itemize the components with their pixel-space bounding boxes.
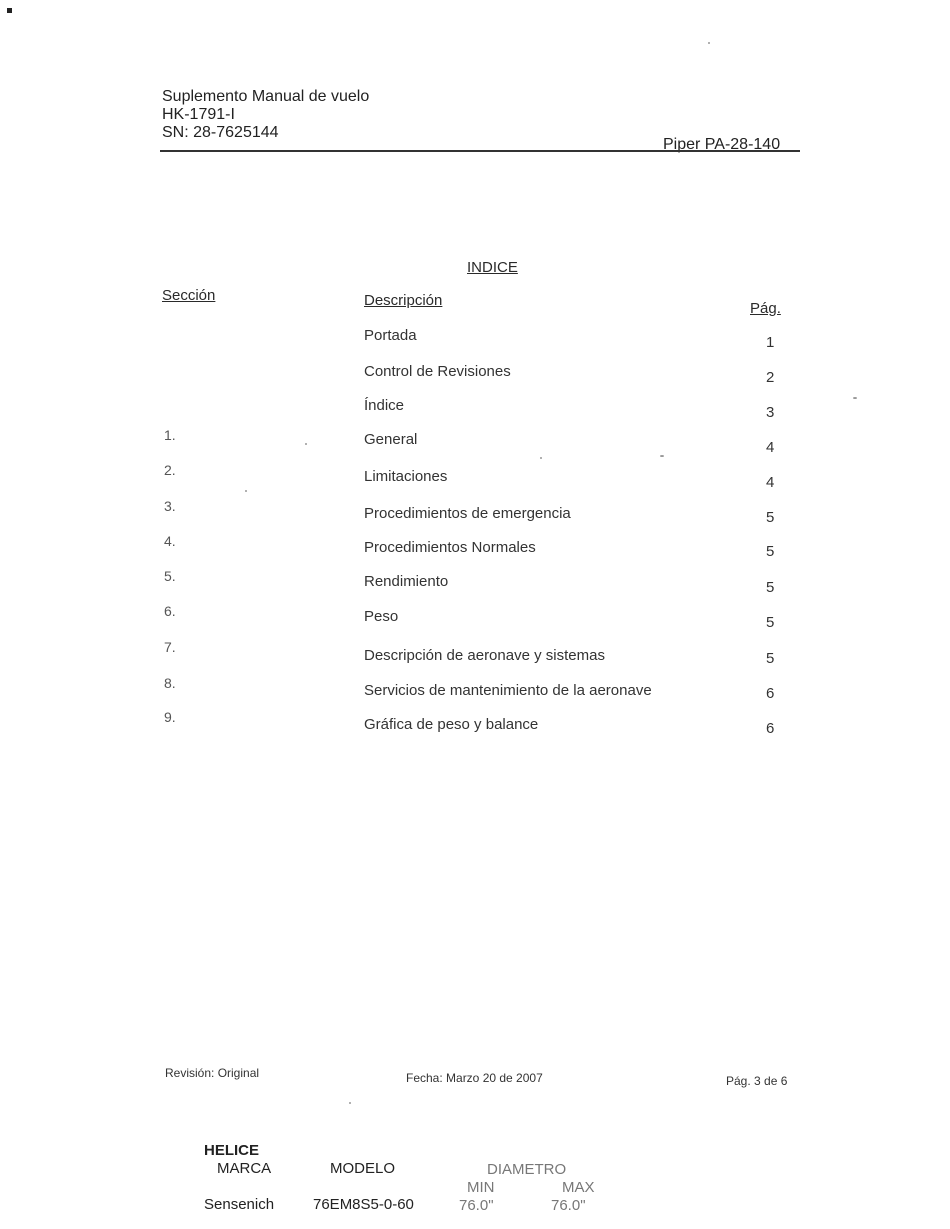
row-description: Procedimientos Normales <box>364 539 536 556</box>
row-section: 5. <box>164 568 176 584</box>
row-page: 1 <box>766 334 775 351</box>
scan-speck <box>245 490 247 492</box>
row-description: Índice <box>364 397 405 414</box>
propeller-brand: Sensenich <box>204 1196 275 1213</box>
row-description: Limitaciones <box>364 468 448 485</box>
scan-speck <box>540 457 542 459</box>
row-page: 5 <box>766 579 775 596</box>
row-section: 6. <box>164 603 176 619</box>
section-column-header: Sección <box>162 287 216 304</box>
scan-speck <box>853 397 857 399</box>
row-page: 5 <box>766 614 775 631</box>
row-page: 6 <box>766 720 775 737</box>
page-column-header: Pág. <box>750 300 781 317</box>
row-section: 2. <box>164 462 176 478</box>
serial-number: SN: 28-7625144 <box>162 124 279 141</box>
row-description: Peso <box>364 608 399 625</box>
row-description: Rendimiento <box>364 573 449 590</box>
row-description: Control de Revisiones <box>364 363 511 380</box>
row-description: Portada <box>364 327 417 344</box>
scan-speck <box>305 443 307 445</box>
min-column-header: MIN <box>467 1179 495 1196</box>
propeller-min-diameter: 76.0" <box>459 1197 494 1214</box>
scan-mark <box>7 8 12 13</box>
date-label: Fecha: Marzo 20 de 2007 <box>406 1071 543 1085</box>
aircraft-model: Piper PA-28-140 <box>663 136 781 153</box>
diameter-column-header: DIAMETRO <box>487 1161 567 1178</box>
row-description: Procedimientos de emergencia <box>364 505 571 522</box>
page-number: Pág. 3 de 6 <box>726 1074 788 1088</box>
scan-speck <box>660 455 664 457</box>
max-column-header: MAX <box>562 1179 595 1196</box>
propeller-model: 76EM8S5-0-60 <box>313 1196 414 1213</box>
row-description: General <box>364 431 418 448</box>
row-page: 6 <box>766 685 775 702</box>
registration: HK-1791-I <box>162 106 235 123</box>
row-section: 8. <box>164 675 176 691</box>
brand-column-header: MARCA <box>217 1160 272 1177</box>
row-page: 4 <box>766 474 775 491</box>
row-description: Servicios de mantenimiento de la aeronave <box>364 682 652 699</box>
row-page: 5 <box>766 543 775 560</box>
row-section: 7. <box>164 639 176 655</box>
row-description: Gráfica de peso y balance <box>364 716 539 733</box>
row-section: 4. <box>164 533 176 549</box>
model-column-header: MODELO <box>330 1160 396 1177</box>
row-section: 3. <box>164 498 176 514</box>
row-page: 2 <box>766 369 775 386</box>
description-column-header: Descripción <box>364 292 443 309</box>
propeller-max-diameter: 76.0" <box>551 1197 586 1214</box>
index-title: INDICE <box>467 259 518 276</box>
row-page: 5 <box>766 650 775 667</box>
row-page: 4 <box>766 439 775 456</box>
row-section: 9. <box>164 709 176 725</box>
row-page: 5 <box>766 509 775 526</box>
row-section: 1. <box>164 427 176 443</box>
row-description: Descripción de aeronave y sistemas <box>364 647 605 664</box>
row-page: 3 <box>766 404 775 421</box>
header-divider <box>160 150 800 152</box>
header-title: Suplemento Manual de vuelo <box>162 88 370 105</box>
scan-speck <box>349 1102 351 1104</box>
revision-label: Revisión: Original <box>165 1066 260 1080</box>
scan-speck <box>708 42 710 44</box>
propeller-title: HELICE <box>204 1142 260 1159</box>
